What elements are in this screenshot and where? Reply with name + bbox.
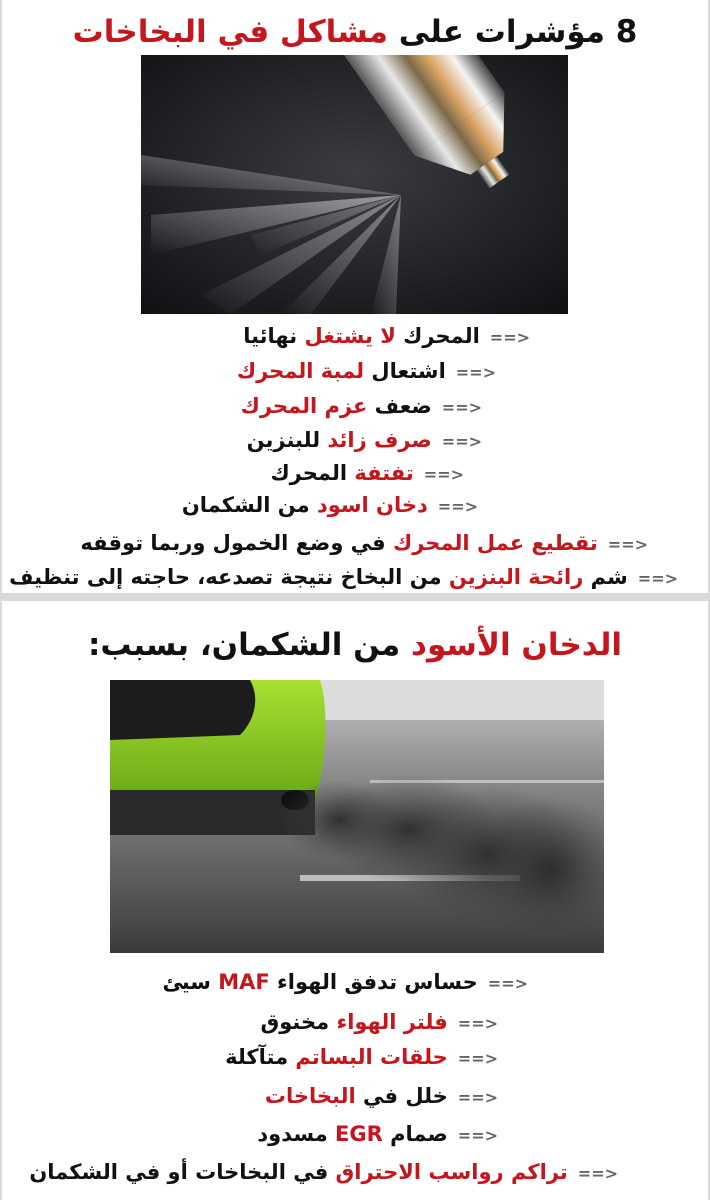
highlight-text: حلقات البساتم <box>295 1045 448 1069</box>
list-item <box>270 458 464 488</box>
arrow-icon: ==> <box>457 1049 498 1068</box>
title-part1: الدخان الأسود <box>411 627 622 663</box>
item-text: للبنزين <box>246 428 328 452</box>
title-part2: من الشكمان، بسبب: <box>88 627 401 663</box>
arrow-icon: ==> <box>487 974 528 993</box>
title-part1: مؤشرات على <box>388 14 605 50</box>
item-text: في البخاخات أو في الشكمان <box>29 1160 336 1184</box>
item-text: ضعف <box>367 394 432 418</box>
card2-title <box>2 627 708 663</box>
highlight-text: تفتفة <box>354 461 414 485</box>
item-text: حساس تدفق الهواء <box>269 970 478 994</box>
list-item <box>247 425 482 455</box>
item-text: نهائيا <box>243 324 305 348</box>
list-item <box>257 1119 498 1149</box>
item-text: صمام <box>382 1122 448 1146</box>
highlight-text: لا يشتغل <box>304 324 396 348</box>
highlight-text: لمبة المحرك <box>236 359 365 383</box>
highlight-text: MAF <box>218 970 270 994</box>
arrow-icon: ==> <box>457 1088 498 1107</box>
injector-signs-card <box>2 0 708 593</box>
item-text: المحرك <box>395 324 480 348</box>
title-part2: مشاكل في البخاخات <box>72 14 388 50</box>
list-item <box>9 562 678 592</box>
item-text: من الشكمان <box>181 493 317 517</box>
highlight-text: فلتر الهواء <box>336 1010 448 1034</box>
highlight-text: تراكم رواسب الاحتراق <box>335 1160 568 1184</box>
arrow-icon: ==> <box>437 497 478 516</box>
title-number: 8 <box>615 14 638 50</box>
highlight-text: رائحة البنزين <box>448 565 584 589</box>
arrow-icon: ==> <box>457 1014 498 1033</box>
list-item <box>29 1157 618 1187</box>
arrow-icon: ==> <box>441 398 482 417</box>
highlight-text: EGR <box>335 1122 383 1146</box>
arrow-icon: ==> <box>423 465 464 484</box>
list-item <box>237 356 496 386</box>
list-item <box>80 528 648 558</box>
item-text: من البخاخ نتيجة تصدعه، حاجته إلى تنظيف <box>9 565 449 589</box>
item-text: في وضع الخمول وربما توقفه <box>80 531 393 555</box>
highlight-text: تقطيع عمل المحرك <box>393 531 598 555</box>
arrow-icon: ==> <box>577 1164 618 1183</box>
item-text: سيئ <box>162 970 219 994</box>
arrow-icon: ==> <box>441 432 482 451</box>
item-text: متآكلة <box>225 1045 296 1069</box>
injector-spray-image <box>141 55 568 314</box>
list-item <box>225 1042 498 1072</box>
exhaust-smoke-image <box>110 680 604 953</box>
highlight-text: البخاخات <box>264 1084 356 1108</box>
list-item <box>265 1081 498 1111</box>
item-text: اشتعال <box>364 359 446 383</box>
list-item <box>182 490 478 520</box>
list-item <box>162 967 528 997</box>
arrow-icon: ==> <box>489 328 530 347</box>
arrow-icon: ==> <box>637 569 678 588</box>
list-item <box>260 1007 498 1037</box>
item-text: مخنوق <box>260 1010 337 1034</box>
highlight-text: عزم المحرك <box>240 394 368 418</box>
highlight-text: صرف زائد <box>327 428 432 452</box>
item-text: شم <box>583 565 628 589</box>
list-item <box>241 391 482 421</box>
arrow-icon: ==> <box>607 535 648 554</box>
black-smoke-card <box>2 601 708 1200</box>
highlight-text: دخان اسود <box>316 493 428 517</box>
arrow-icon: ==> <box>457 1126 498 1145</box>
item-text: خلل في <box>355 1084 448 1108</box>
list-item <box>243 321 530 351</box>
item-text: مسدود <box>257 1122 336 1146</box>
arrow-icon: ==> <box>455 363 496 382</box>
card1-title <box>2 14 708 50</box>
item-text: المحرك <box>270 461 355 485</box>
